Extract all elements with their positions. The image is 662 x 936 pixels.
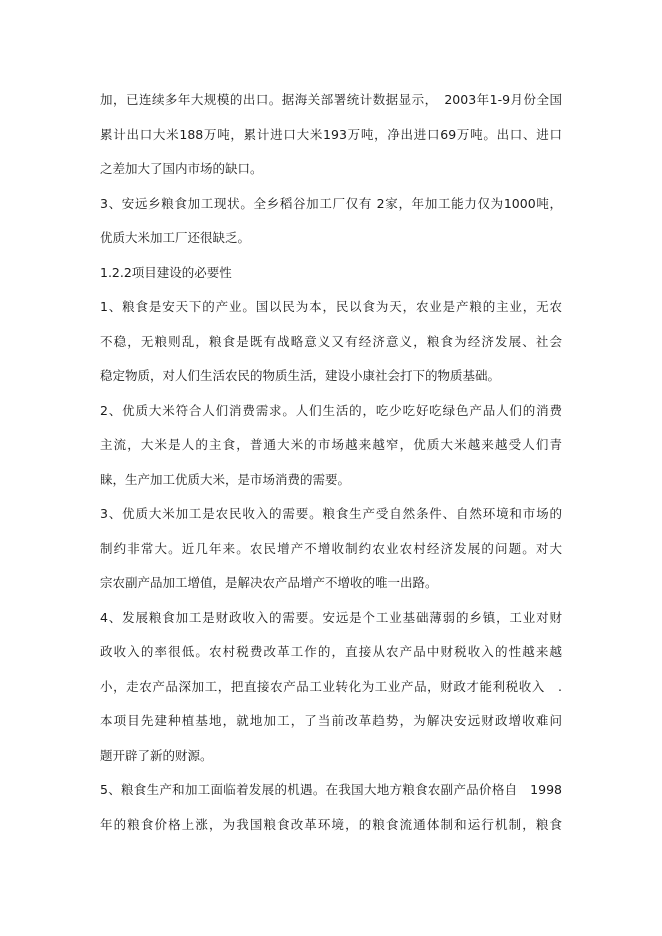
text-line: 3、安远乡粮食加工现状。全乡稻谷加工厂仅有 2家，年加工能力仅为1000吨， xyxy=(100,195,562,211)
text-line: 本项目先建种植基地，就地加工，了当前改革趋势，为解决安远财政增收难问 xyxy=(100,713,562,728)
text-line: 题开辟了新的财源。 xyxy=(100,747,213,763)
text-line: 小，走农产品深加工，把直接农产品工业转化为工业产品，财政才能利税收入 . xyxy=(100,678,562,694)
text-line: 政收入的率很低。农村税费改革工作的，直接从农产品中财税收入的性越来越 xyxy=(100,644,562,659)
text-line: 宗农副产品加工增值，是解决农产品增产不增收的唯一出路。 xyxy=(100,575,438,590)
text-line: 稳定物质，对人们生活农民的物质生活，建设小康社会打下的物质基础。 xyxy=(100,368,501,383)
text-line: 2、优质大米符合人们消费需求。人们生活的，吃少吃好吃绿色产品人们的消费 xyxy=(100,402,562,418)
text-line: 睐，生产加工优质大米，是市场消费的需要。 xyxy=(100,471,351,487)
text-line: 年的粮食价格上涨，为我国粮食改革环境，的粮食流通体制和运行机制，粮食 xyxy=(100,816,562,832)
text-line: 1、粮食是安天下的产业。国以民为本，民以食为天，农业是产粮的主业，无农 xyxy=(100,299,562,314)
section-heading: 1.2.2项目建设的必要性 xyxy=(100,264,232,280)
body-text xyxy=(100,83,562,842)
text-line: 3、优质大米加工是农民收入的需要。粮食生产受自然条件、自然环境和市场的 xyxy=(100,506,562,521)
text-line: 累计出口大米188万吨，累计进口大米193万吨，净出进口69万吨。出口、进口 xyxy=(100,126,562,142)
text-line: 制约非常大。近几年来。农民增产不增收制约农业农村经济发展的问题。对大 xyxy=(100,540,562,556)
text-line: 不稳，无粮则乱，粮食是既有战略意义又有经济意义，粮食为经济发展、社会 xyxy=(100,333,562,349)
text-line: 之差加大了国内市场的缺口。 xyxy=(100,161,263,176)
text-line: 主流，大米是人的主食，普通大米的市场越来越窄，优质大米越来越受人们青 xyxy=(100,437,562,452)
text-line: 5、粮食生产和加工面临着发展的机遇。在我国大地方粮食农副产品价格自 1998 xyxy=(100,782,562,797)
text-line: 4、发展粮食加工是财政收入的需要。安远是个工业基础薄弱的乡镇，工业对财 xyxy=(100,609,562,625)
text-line: 加，已连续多年大规模的出口。据海关部署统计数据显示， 2003年1-9月份全国 xyxy=(100,92,562,107)
text-line: 优质大米加工厂还很缺乏。 xyxy=(100,230,251,245)
